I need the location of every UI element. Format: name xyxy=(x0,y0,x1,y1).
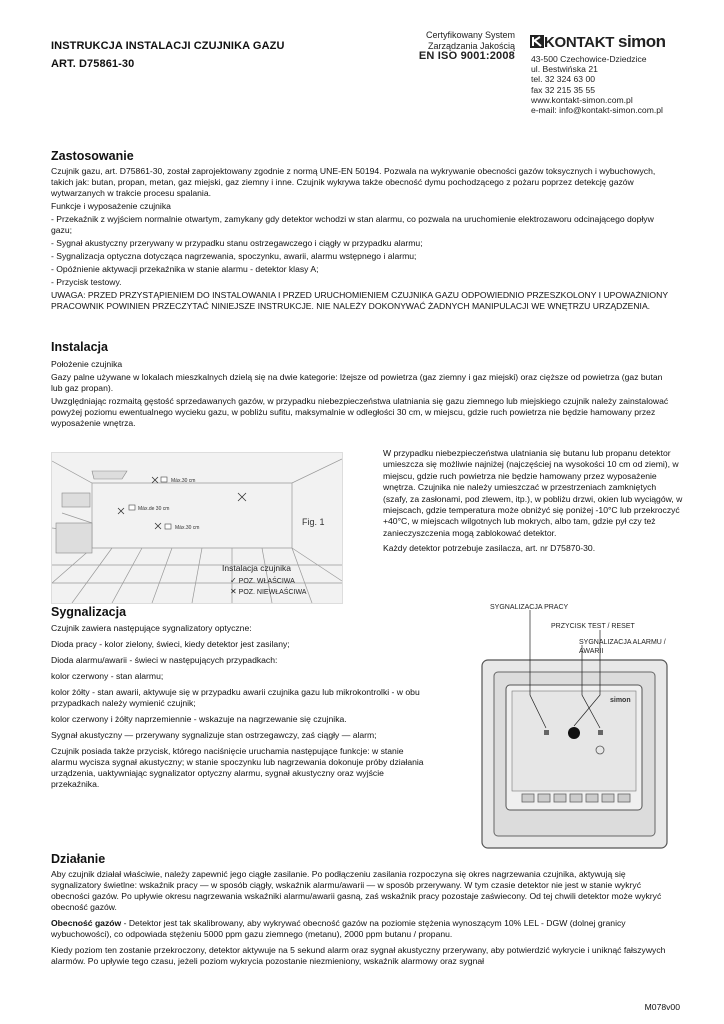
signal-line: Sygnał akustyczny — przerywany sygnalizuje stan ostrzegawczy, zaś ciągły — alarm; xyxy=(51,730,377,740)
room-illustration xyxy=(52,453,342,603)
installation-figure xyxy=(51,452,343,604)
article-number: ART. D75861-30 xyxy=(51,58,135,70)
gas-presence-text: - Detektor jest tak skalibrowany, aby wykrywać obecność gazów na poziomie stężenia wynoszącym 10% LEL - DGW (dolnej granicy wybuchowości), co odpowiada stężeniu 5000 ppm gazu ziemnego (metanu), 2000 ppm butanu / propanu. xyxy=(51,918,626,939)
signal-line: Czujnik posiada także przycisk, którego naciśnięcie uruchamia następujące funkcje: w stanie alarmu wycisza sygnał akustyczny; w stanie spoczynku lub nagrzewania dokonuje próby działania urządzenia, uaktywniając sygnalizator optyczny alarmu, sygnał akustyczny oraz wyjście przekaźnika. xyxy=(51,746,424,789)
legend-bad-label: POZ. NIEWŁAŚCIWA xyxy=(238,589,307,596)
section-instalacja xyxy=(51,359,675,431)
label-work-indicator: SYGNALIZACJA PRACY xyxy=(490,604,569,611)
device-figure xyxy=(460,600,682,850)
features-title: Funkcje i wyposażenie czujnika xyxy=(51,201,171,211)
kontakt-logo-icon xyxy=(530,35,544,48)
warning-paragraph: UWAGA: PRZED PRZYSTĄPIENIEM DO INSTALOWANIA I PRZED URUCHOMIENIEM CZUJNIKA GAZU ODPOWIEDNIO PRZESZKOLONY I UPOWAŻNIONY PRACOWNIK POWINIEN PRZECZYTAĆ NINIEJSZE INSTRUKCJE. NIE NALEŻY DOKONYWAĆ ŻADNYCH MANIPULACJI WE WNĘTRZU URZĄDZENIA. xyxy=(51,290,668,311)
address-line: e-mail: info@kontakt-simon.com.pl xyxy=(531,105,663,116)
cross-icon: ✕ xyxy=(230,587,237,596)
device-brand: simon xyxy=(610,697,631,704)
signal-line: Czujnik zawiera następujące sygnalizatory optyczne: xyxy=(51,623,252,633)
company-address xyxy=(531,54,663,115)
distance-mark: Máx.de 30 cm xyxy=(138,506,170,512)
feature-item: - Opóźnienie aktywacji przekaźnika w stanie alarmu - detektor klasy A; xyxy=(51,264,319,274)
address-line: tel. 32 324 63 00 xyxy=(531,74,596,85)
placement-notes xyxy=(383,448,683,556)
figure-number: Fig. 1 xyxy=(302,517,325,527)
feature-item: - Przycisk testowy. xyxy=(51,277,122,287)
placement-paragraph: W przypadku niebezpieczeństwa ulatniania się butanu lub propanu detektor umieszcza się możliwie najniżej (najczęściej na wysokości 10 cm od ziemi), w miejscu, gdzie ruch powietrza nie będzie hamowany przez wyposażenie wnętrza. Czujnika nie należy umieszczać w przestrzeniach zamkniętych (szafy, za zasłonami, pod zlewem, itp.), w pobliżu drzwi, okien lub wyciągów, w miejscach, gdzie temperatura może obniżyć się poniżej -10°C lub przekroczyć +40°C, w miejscach wilgotnych lub mokrych, albo tam, gdzie pył czy też zanieczyszczenia mogą zablokować detektor. xyxy=(383,448,683,538)
distance-mark: Máx.30 cm xyxy=(175,525,200,531)
brand-kontakt: KONTAKT xyxy=(544,34,615,51)
signal-line: Dioda pracy - kolor zielony, świeci, kiedy detektor jest zasilany; xyxy=(51,639,290,649)
cert-line-2: Zarządzania Jakością xyxy=(427,40,515,51)
cert-line-1: Certyfikowany System xyxy=(425,30,515,40)
power-supply-note: Każdy detektor potrzebuje zasilacza, art. nr D75870-30. xyxy=(383,543,596,554)
address-line: www.kontakt-simon.com.pl xyxy=(531,94,633,105)
instalacja-subtitle: Położenie czujnika xyxy=(51,359,123,369)
address-line: 43-500 Czechowice-Dziedzice xyxy=(531,54,647,64)
dzialanie-paragraph-3: Kiedy poziom ten zostanie przekroczony, detektor aktywuje na 5 sekund alarm oraz sygnał akustyczny przerywany, aby potwierdzić wykrycie i uniknąć fałszywych alarmów. Po upływie tego czasu, jeżeli poziom wykrycia pozostanie niezmieniony, wskaźnik alarmowy oraz sygnał xyxy=(51,945,666,966)
company-logo xyxy=(530,32,666,52)
gas-presence-label: Obecność gazów xyxy=(51,918,122,928)
dzialanie-paragraph-2 xyxy=(51,918,675,940)
signal-line: kolor żółty - stan awarii, aktywuje się w przypadku awarii czujnika gazu lub mikrokontrolki - w obu przypadkach należy wymienić czujnik; xyxy=(51,687,420,708)
section-heading-sygnalizacja: Sygnalizacja xyxy=(51,605,127,619)
signal-line: kolor czerwony i żółty naprzemiennie - wskazuje na nagrzewanie się czujnika. xyxy=(51,714,347,724)
brand-simon: simon xyxy=(618,32,666,51)
legend-bad xyxy=(230,587,306,596)
section-heading-dzialanie: Działanie xyxy=(51,852,106,866)
section-sygnalizacja xyxy=(51,623,426,792)
legend-ok-label: POZ. WŁAŚCIWA xyxy=(238,578,295,585)
address-line: ul. Bestwińska 21 xyxy=(531,64,598,75)
distance-mark: Máx.30 cm xyxy=(171,478,196,484)
instalacja-paragraph-2: Uwzględniając rozmaitą gęstość sprzedawanych gazów, w przypadku niebezpieczeństwa ulatniania się gazu ziemnego lub miejskiego czujnik należy zainstalować powyżej poziomu ewentualnego wycieku gazu, w pobliżu sufitu, maksymalnie w odległości 30 cm, w miejscu, gdzie ruch powietrza nie będzie hamowany przez wyposażenie wnętrza. xyxy=(51,396,669,428)
legend-ok xyxy=(230,576,295,585)
section-heading-instalacja: Instalacja xyxy=(51,340,108,354)
address-line: fax 32 215 35 55 xyxy=(531,84,596,95)
signal-line: Dioda alarmu/awarii - świeci w następujących przypadkach: xyxy=(51,655,278,665)
feature-item: - Przekaźnik z wyjściem normalnie otwartym, zamykany gdy detektor wchodzi w stan alarmu, co pozwala na uruchomienie elektrozaworu odcinającego dopływ gazu; xyxy=(51,214,654,235)
cert-iso: EN ISO 9001:2008 xyxy=(418,50,515,62)
section-dzialanie xyxy=(51,869,675,969)
instalacja-paragraph-1: Gazy palne używane w lokalach mieszkalnych dzielą się na dwie kategorie: lżejsze od powietrza (gaz ziemny i gaz miejski) oraz cięższe od powietrza (gaz butan lub gaz propan). xyxy=(51,372,663,393)
section-heading-zastosowanie: Zastosowanie xyxy=(51,149,134,163)
dzialanie-paragraph-1: Aby czujnik działał właściwie, należy zapewnić jego ciągłe zasilanie. Po podłączeniu zasilania rozpoczyna się okres nagrzewania czujnika, aktywują się sygnalizatory świetlne: wskaźnik pracy — w sposób ciągły, wskaźnik alarmu/awarii — w sposób przerywany. W tym czasie detektor nie jest w stanie wykryć obecności gazów. Po upływie okresu nagrzewania wskaźniki alarmu/awarii gasną, zaś wskaźnik pracy pozostaje zaświecony. Od tej chwili detektor może wykryć obecność gazów. xyxy=(51,869,662,912)
section-zastosowanie xyxy=(51,166,675,314)
intro-paragraph: Czujnik gazu, art. D75861-30, został zaprojektowany zgodnie z normą UNE-EN 50194. Pozwala na wykrywanie obecności gazów toksycznych i wybuchowych, takich jak: butan, propan, metan, gaz miejski, gaz ziemny i inne. Czujnik wykrywa także obecność dymu pochodzącego z pożaru poprzez detekcję gazów wytwarzanych w trakcie procesu spalania. xyxy=(51,166,656,198)
document-code: M078v00 xyxy=(644,1002,680,1012)
feature-item: - Sygnał akustyczny przerywany w przypadku stanu ostrzegawczego i ciągły w przypadku alarmu; xyxy=(51,238,423,248)
certification-block xyxy=(410,30,515,62)
label-test-button: PRZYCISK TEST / RESET xyxy=(551,623,635,630)
document-title: INSTRUKCJA INSTALACJI CZUJNIKA GAZU xyxy=(51,40,285,52)
feature-item: - Sygnalizacja optyczna dotycząca nagrzewania, spoczynku, awarii, alarmu wstępnego i alarmu; xyxy=(51,251,417,261)
figure-caption: Instalacja czujnika xyxy=(222,563,291,573)
signal-line: kolor czerwony - stan alarmu; xyxy=(51,671,164,681)
label-alarm-indicator: SYGNALIZACJA ALARMU / AWARII xyxy=(579,639,666,655)
check-icon: ✓ xyxy=(230,576,237,585)
